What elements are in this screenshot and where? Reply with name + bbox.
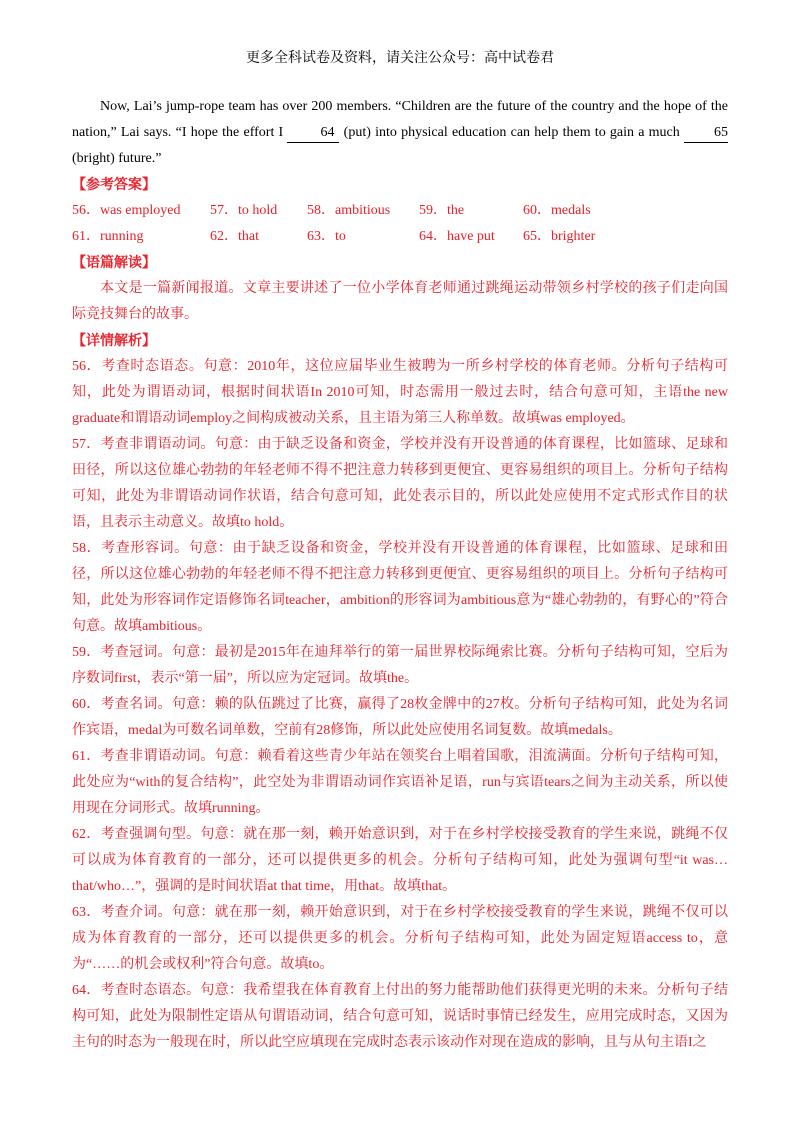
answer-64: 64．have put [419,229,495,244]
answer-56: 56．was employed [72,203,181,218]
details-title: 【详情解析】 [72,333,156,349]
summary-text: 本文是一篇新闻报道。文章主要讲述了一位小学体育老师通过跳绳运动带领乡村学校的孩子们走向国际竞技舞台的故事。 [72,281,728,322]
answers-row-1 [72,198,728,224]
answer-65: 65．brighter [523,229,596,244]
detail-63: 63．考查介词。句意：就在那一刻，赖开始意识到，对于在乡村学校接受教育的学生来说，跳绳不仅可以成为体育教育的一部分，还可以提供更多的机会。分析句子结构可知，此处为固定短语access to，意为“……的机会或权利”符合句意。故填to。 [72,905,728,972]
detail-58: 58．考查形容词。句意：由于缺乏设备和资金，学校并没有开设普通的体育课程，比如篮球、足球和田径，所以这位雄心勃勃的年轻老师不得不把注意力转移到更便宜、更容易组织的项目上。分析句子结构可知，此处为形容词作定语修饰名词teacher，ambition的形容词为ambitious意为“雄心勃勃的，有野心的”符合句意。故填ambitious。 [72,541,728,634]
detail-59: 59．考查冠词。句意：最初是2015年在迪拜举行的第一届世界校际绳索比赛。分析句子结构可知，空后为序数词first，表示“第一届”，所以应为定冠词。故填the。 [72,645,728,686]
summary-title: 【语篇解读】 [72,255,156,271]
page-header: 更多全科试卷及资料，请关注公众号：高中试卷君 [246,50,554,66]
answers-title: 【参考答案】 [72,177,156,193]
answer-60: 60．medals [523,203,591,218]
passage-text-1: Now, Lai’s jump-rope team has over 200 members. “Children are the future of the country and the hope of the nation,” Lai says. “I hope the effort I [72,99,728,140]
answer-57: 57．to hold [210,203,278,218]
passage-paragraph [72,94,728,172]
detail-56: 56．考查时态语态。句意：2010年，这位应届毕业生被聘为一所乡村学校的体育老师。分析句子结构可知，此处为谓语动词，根据时间状语In 2010可知，时态需用一般过去时，结合句意可知，主语the new graduate和谓语动词employ之间构成被动关系，且主语为第三人称单数。故填was employed。 [72,359,728,426]
answer-61: 61．running [72,229,144,244]
answer-58: 58．ambitious [307,203,391,218]
answer-59: 59．the [419,203,465,218]
content [72,94,728,1056]
detail-62: 62．考查强调句型。句意：就在那一刻，赖开始意识到，对于在乡村学校接受教育的学生来说，跳绳不仅可以成为体育教育的一部分，还可以提供更多的机会。分析句子结构可知，此处为强调句型“it was…that/who…”，强调的是时间状语at that time，用that。故填that。 [72,827,728,894]
detail-61: 61．考查非谓语动词。句意：赖看着这些青少年站在领奖台上唱着国歌，泪流满面。分析句子结构可知，此处应为“with的复合结构”，此空处为非谓语动词作宾语补足语，run与宾语tears之间为主动关系，所以使用现在分词形式。故填running。 [72,749,728,816]
passage-text-2: (put) into physical education can help them to gain a much [339,125,684,140]
detail-60: 60．考查名词。句意：赖的队伍跳过了比赛，赢得了28枚金牌中的27枚。分析句子结构可知，此处为名词作宾语，medal为可数名词单数，空前有28修饰，所以此处应使用名词复数。故填medals。 [72,697,728,738]
detail-57: 57．考查非谓语动词。句意：由于缺乏设备和资金，学校并没有开设普通的体育课程，比如篮球、足球和田径，所以这位雄心勃勃的年轻老师不得不把注意力转移到更便宜、更容易组织的项目上。分析句子结构可知，此处为非谓语动词作状语，结合句意可知，此处表示目的，所以此处应使用不定式形式作目的状语，且表示主动意义。故填to hold。 [72,437,728,530]
answer-63: 63．to [307,229,346,244]
answers-row-2 [72,224,728,250]
answer-62: 62．that [210,229,259,244]
blank-65: 65 [684,124,728,143]
detail-64: 64．考查时态语态。句意：我希望我在体育教育上付出的努力能帮助他们获得更光明的未来。分析句子结构可知，此处为限制性定语从句谓语动词，结合句意可知，说话时事情已经发生，应用完成时态，又因为主句的时态为一般现在时，所以此空应填现在完成时态表示该动作对现在造成的影响，且与从句主语I之 [72,983,728,1050]
blank-64: 64 [287,124,339,143]
passage-text-3: (bright) future.” [72,151,162,166]
